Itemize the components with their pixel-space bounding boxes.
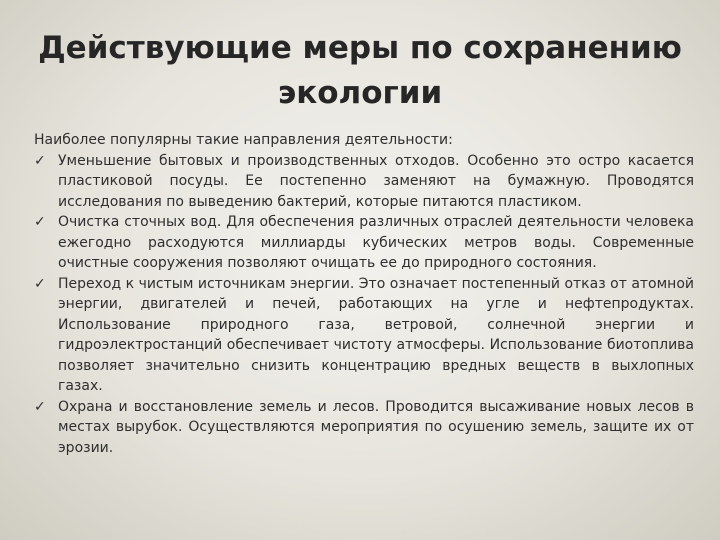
list-item-text: Уменьшение бытовых и производственных отходов. Особенно это остро касается пластиковой посуды. Ее постепенно заменяют на бумажную. Проводятся исследования по выведению бактерий, которые питаются пластиком.	[58, 152, 694, 210]
measures-list	[34, 151, 694, 459]
list-item	[34, 397, 694, 459]
list-item-text: Очистка сточных вод. Для обеспечения различных отраслей деятельности человека ежегодно расходуются миллиарды кубических метров воды. Современные очистные сооружения позволяют очищать ее до природного состояния.	[58, 214, 694, 271]
title-line-1: Действующие меры по сохранению	[38, 30, 682, 66]
list-item	[34, 151, 694, 213]
list-item	[34, 274, 694, 397]
intro-text: Наиболее популярны такие направления деятельности:	[34, 132, 453, 148]
checkmark-icon: ✓	[34, 152, 46, 169]
checkmark-icon: ✓	[34, 398, 46, 415]
list-item-text: Охрана и восстановление земель и лесов. Проводится высаживание новых лесов в местах вырубок. Осуществляются мероприятия по осушению земель, защите их от эрозии.	[58, 398, 694, 456]
checkmark-icon: ✓	[34, 214, 46, 230]
title-line-2: экологии	[277, 75, 443, 111]
list-item-text: Переход к чистым источникам энергии. Это означает постепенный отказ от атомной энергии, двигателей и печей, работающих на угле и нефтепродуктах. Использование природного газа, ветровой, солнечной энергии и гидроэлектростанций обеспечивает чистоту атмосферы. Использование биотоплива позволяет значительно снизить концентрацию вредных веществ в выхлопных газах.	[58, 275, 694, 394]
checkmark-icon: ✓	[34, 275, 46, 292]
slide-body	[34, 130, 694, 458]
slide-title	[0, 26, 720, 116]
list-item	[34, 212, 694, 274]
